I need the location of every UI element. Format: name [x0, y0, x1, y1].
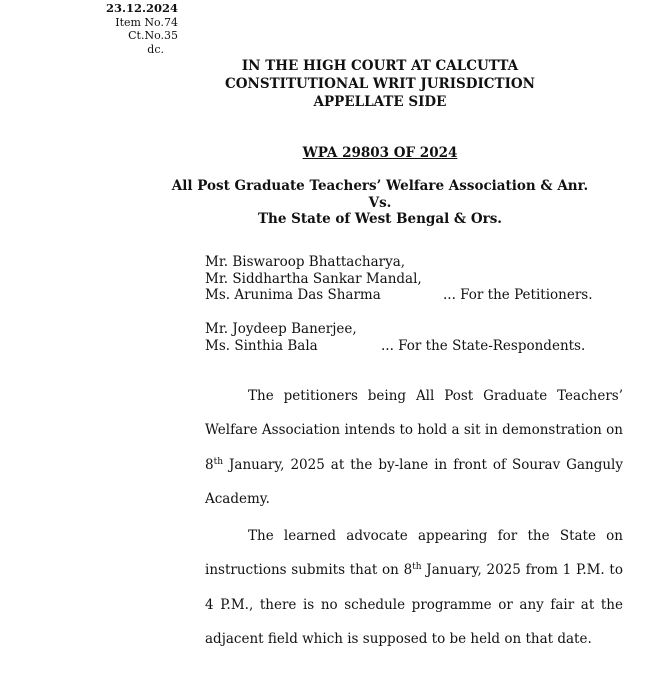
side: APPELLATE SIDE [313, 94, 447, 110]
court-name: IN THE HIGH COURT AT CALCUTTA [241, 58, 519, 74]
paragraph-text: January, 2025 from 1 P.M. to 4 P.M., there is no schedule programme or any fair at the adjacent field which is supposed to be held on that date. [205, 562, 623, 648]
ordinal-suffix: th [213, 456, 224, 467]
counsel-name: Mr. Siddhartha Sankar Mandal, [205, 270, 422, 287]
initials: dc. [147, 42, 164, 56]
case-number [170, 145, 590, 161]
paragraph-1 [205, 379, 623, 517]
counsel-name: Mr. Biswaroop Bhattacharya, [205, 254, 406, 270]
paragraph-2 [205, 519, 623, 657]
counsel-respondents [205, 321, 586, 354]
petitioner-name: All Post Graduate Teachers’ Welfare Association & Anr. [171, 178, 589, 194]
paragraph-text: The petitioners being All Post Graduate Teachers’ Welfare Association intends to hold a sit in demonstration on 8 [205, 388, 623, 473]
counsel-name: Mr. Joydeep Banerjee, [205, 321, 357, 337]
item-number: Item No.74 [115, 15, 178, 29]
respondent-name: The State of West Bengal & Ors. [258, 211, 502, 227]
counsel-role-petitioners: ... For the Petitioners. [443, 287, 593, 303]
order-meta [98, 2, 178, 56]
court-heading [170, 57, 590, 111]
versus: Vs. [368, 194, 392, 211]
counsel-name: Ms. Sinthia Bala [205, 337, 318, 354]
ordinal-suffix: th [412, 562, 422, 573]
court-number: Ct.No.35 [128, 29, 178, 42]
parties [150, 178, 610, 228]
paragraph-text: The learned advocate appearing for the State on instructions submits that on 8 [205, 528, 623, 579]
counsel-petitioners [205, 254, 593, 304]
case-number-text: WPA 29803 OF 2024 [302, 145, 458, 161]
paragraph-text: January, 2025 at the by-lane in front of Sourav Ganguly Academy. [205, 456, 623, 508]
jurisdiction: CONSTITUTIONAL WRIT JURISDICTION [224, 76, 535, 92]
order-date: 23.12.2024 [105, 1, 178, 15]
counsel-role-respondents: ... For the State-Respondents. [381, 337, 586, 354]
counsel-name: Ms. Arunima Das Sharma [205, 287, 381, 303]
